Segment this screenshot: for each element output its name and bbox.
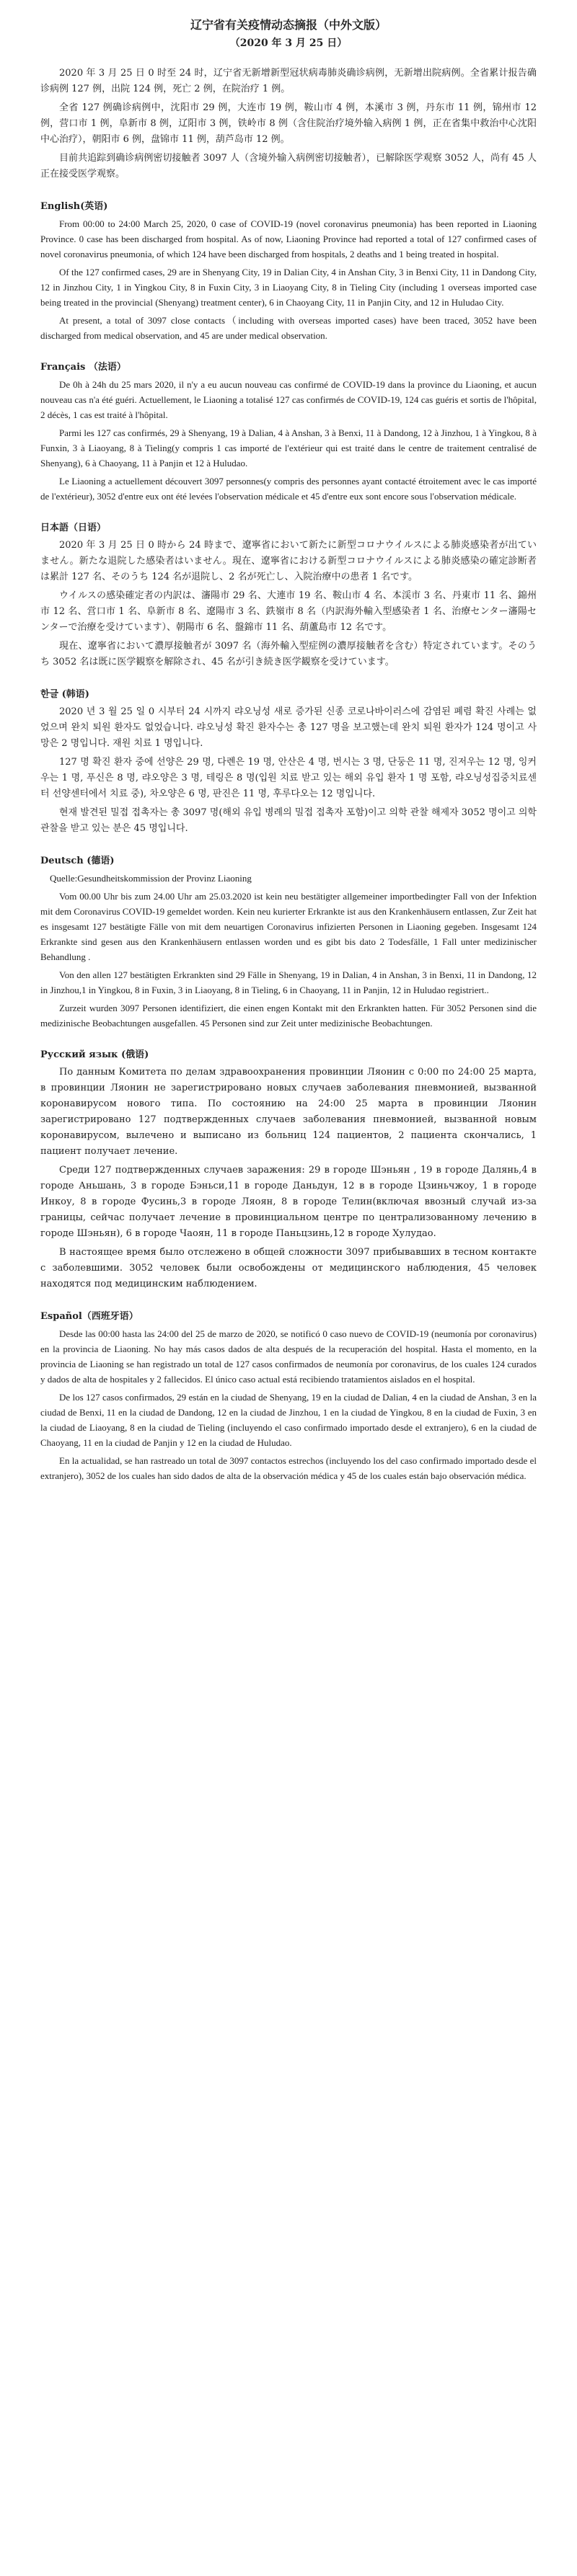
section-french	[40, 359, 537, 504]
paragraph: 目前共追踪到确诊病例密切接触者 3097 人（含境外输入病例密切接触者），已解除医学观察 3052 人，尚有 45 人正在接受医学观察。	[40, 153, 537, 179]
source-line: Quelle:Gesundheitskommission der Provinz Liaoning	[50, 873, 252, 884]
paragraph: Desde las 00:00 hasta las 24:00 del 25 de marzo de 2020, se notificó 0 caso nuevo de COVID-19 (neumonía por coronavirus) en la provincia de Liaoning. No hay más casos dados de alta después de la recuperación del hospital. Hasta el momento, en la provincia de Liaoning se han registrado un total de 127 casos confirmados de neumonía por coronavirus, de los cuales 124 curados y dados de alta de hospitales y 2 fallecidos. El único caso actual está recibiendo tratamientos aislados en el hospital.	[40, 1328, 537, 1385]
paragraph: Среди 127 подтвержденных случаев заражения: 29 в городе Шэньян , 19 в городе Далянь,4 в городе Аньшань, 3 в городе Бэньси,11 в городе Даньдун, 12 в в городе Цзиньчжоу, 1 в городе Инкоу, 8 в городе Фусинь,3 в городе Ляоян, 8 в городе Телин(включая ввозный случай из-за границы, сейчас получает лечение в провинциальном центре по централизованному лечению в городе Шэньян), 6 в городе Чаоян, 11 в городе Паньцзинь,12 в городе Хулудао.	[40, 1165, 537, 1239]
paragraph: 2020 年 3 月 25 日 0 時から 24 時まで、遼寧省において新たに新型コロナウイルスによる肺炎感染者が出ていません。新たな退院した感染者はいません。現在、遼寧省における新型コロナウイルスによる肺炎感染の確定診断者は累計 127 名、そのうち 124 名が退院し、2 名が死亡し、入院治療中の患者 1 名です。	[40, 540, 537, 582]
paragraph: Le Liaoning a actuellement découvert 3097 personnes(y compris des personnes ayant contacté étroitement avec le cas importé de l'extérieur), 3052 d'entre eux ont été levées l'observation médicale et 45 d'entre eux sont encore sous l'observation médicale.	[40, 476, 537, 502]
paragraph: 2020 年 3 月 25 日 0 时至 24 时，辽宁省无新增新型冠状病毒肺炎确诊病例，无新增出院病例。全省累计报告确诊病例 127 例，出院 124 例，死亡 2 例，在院治疗 1 例。	[40, 68, 537, 94]
section-spanish	[40, 1308, 537, 1483]
section-heading: Русский язык (俄语)	[40, 1049, 149, 1060]
paragraph: 全省 127 例确诊病例中，沈阳市 29 例，大连市 19 例，鞍山市 4 例，本溪市 3 例，丹东市 11 例，锦州市 12 例，营口市 1 例，阜新市 8 例，辽阳市 3 例，铁岭市 8 例（含住院治疗境外输入病例 1 例，正在省集中救治中心沈阳中心治疗），朝阳市 6 例，盘锦市 11 例，葫芦岛市 12 例。	[40, 102, 537, 145]
paragraph: Zurzeit wurden 3097 Personen identifiziert, die einen engen Kontakt mit den Erkrankten hatten. Für 3052 Personen sind die medizinische Beobachtungen ausgefallen. 45 Personen sind zur Zeit unter medizinische Beobachtungen.	[40, 1003, 537, 1029]
paragraph: 127 명 확진 환자 중에 선양은 29 명, 다롄은 19 명, 안산은 4 명, 번시는 3 명, 단둥은 11 명, 진저우는 12 명, 잉커우는 1 명, 푸신은 8 명, 랴오양은 3 명, 테링은 8 명(입원 치료 받고 있는 해외 유입 환자 1 명 포함, 랴오닝성집중치료센터 선양센터에서 치료 중), 차오양은 6 명, 판진은 11 명, 후루다오는 12 명입니다.	[40, 757, 537, 799]
paragraph: В настоящее время было отслежено в общей сложности 3097 прибывавших в тесном контакте с заболевшими. 3052 человек были освобождены от медицинского наблюдения, 45 человек находятся под медицинским наблюдением.	[40, 1247, 537, 1289]
paragraph: En la actualidad, se han rastreado un total de 3097 contactos estrechos (incluyendo los del caso confirmado importado desde el extranjero), 3052 de los cuales han sido dados de alta de la observación médica y 45 de los cuales están bajo observación médica.	[40, 1455, 537, 1481]
paragraph: Vom 00.00 Uhr bis zum 24.00 Uhr am 25.03.2020 ist kein neu bestätigter allgemeiner importbedingter Fall von der Infektion mit dem Coronavirus COVID-19 gemeldet worden. Kein neu kurierter Erkrankte ist aus den Krankenhäusern entlassen, Zur Zeit hat es insgesamt 127 bestätigte Fälle von mit dem neuartigen Coronavirus infizierten Personen in Liaoning gegeben. Insgesamt 124 Erkrankte sind gesen aus den Krankenhäusern entlassen worden und es gibt bis dato 2 Todesfälle, 1 Fall unter medizinischer Behandlung .	[40, 891, 537, 962]
paragraph: Von den allen 127 bestätigten Erkrankten sind 29 Fälle in Shenyang, 19 in Dalian, 4 in Anshan, 3 in Benxi, 11 in Dandong, 12 in Jinzhou,1 in Yingkou, 8 in Fuxin, 3 in Liaoyang, 8 in Tieling, 6 in Chaoyang, 11 in Panjin, 12 in Huludao registriert..	[40, 969, 537, 995]
paragraph: Of the 127 confirmed cases, 29 are in Shenyang City, 19 in Dalian City, 4 in Anshan City, 3 in Benxi City, 11 in Dandong City, 12 in Jinzhou City, 1 in Yingkou City, 8 in Fuxin City, 3 in Liaoyang City, 8 in Tieling City (including 1 overseas imported case being treated in the provincial (Shenyang) treatment center), 6 in Chaoyang City, 11 in Panjin City, and 12 in Huludao City.	[40, 267, 537, 308]
section-heading: Français （法语）	[40, 362, 126, 373]
paragraph: 2020 년 3 월 25 일 0 시부터 24 시까지 랴오닝성 새로 증가된 신종 코로나바이러스에 감염된 폐렴 확진 사례는 없었으며 완치 퇴원 환자도 없었습니다. 랴오닝성 확진 환자수는 총 127 명을 보고했는데 완치 퇴원 환자가 124 명이고 사망은 2 명입니다. 재원 치료 1 명입니다.	[40, 706, 537, 749]
section-russian	[40, 1047, 537, 1292]
section-chinese	[40, 66, 537, 182]
section-korean	[40, 686, 537, 837]
section-german	[40, 853, 537, 1031]
section-heading: 日本語（日语）	[40, 523, 107, 533]
paragraph: De 0h à 24h du 25 mars 2020, il n'y a eu aucun nouveau cas confirmé de COVID-19 dans la province du Liaoning, et aucun nouveau cas n'a été guéri. Actuellement, le Liaoning a totalisé 127 cas confirmés de COVID-19, 124 cas guéris et sortis de l'hôpital, 2 décès, 1 cas est traité à l'hôpital.	[40, 379, 537, 420]
paragraph: 현재 발견된 밀접 접촉자는 총 3097 명(해외 유입 병례의 밀접 접촉자 포함)이고 의학 관찰 해제자 3052 명이고 의학 관찰을 받고 있는 분은 45 명입니다.	[40, 807, 537, 834]
section-heading: English(英语)	[40, 201, 108, 212]
section-japanese	[40, 520, 537, 670]
paragraph: At present, a total of 3097 close contacts（including with overseas imported cases) have been traced, 3052 have been discharged from medical observation, and 45 are under medical observation.	[40, 315, 537, 341]
paragraph: ウイルスの感染確定者の内訳は、瀋陽市 29 名、大連市 19 名、鞍山市 4 名、本渓市 3 名、丹東市 11 名、錦州市 12 名、営口市 1 名、阜新市 8 名、遼陽市 3 名、鉄嶺市 8 名（内訳海外輸入型感染者 1 名、治療センター瀋陽センターで治療を受けています）、朝陽市 6 名、盤錦市 11 名、葫蘆島市 12 名です。	[40, 590, 537, 633]
paragraph: Parmi les 127 cas confirmés, 29 à Shenyang, 19 à Dalian, 4 à Anshan, 3 à Benxi, 11 à Dandong, 12 à Jinzhou, 1 à Yingkou, 8 à Funxin, 3 à Liaoyang, 8 à Tieling(y compris 1 cas importé de l'extérieur qui est traité dans le centre de traitement centralisé de Shenyang), 6 à Chaoyang, 11 à Panjin et 12 à Huludao.	[40, 427, 537, 468]
paragraph: 現在、遼寧省において濃厚接触者が 3097 名（海外輸入型症例の濃厚接触者を含む）特定されています。そのうち 3052 名は既に医学観察を解除され、45 名が引き続き医学観察を受けています。	[40, 641, 537, 667]
document-date: （2020 年 3 月 25 日）	[229, 37, 348, 49]
section-heading: Deutsch (德语)	[40, 856, 115, 866]
section-heading: 한글 (韩语)	[40, 689, 89, 700]
paragraph: De los 127 casos confirmados, 29 están en la ciudad de Shenyang, 19 en la ciudad de Dalian, 4 en la ciudad de Anshan, 3 en la ciudad de Benxi, 11 en la ciudad de Dandong, 12 en la ciudad de Jinzhou, 1 en la ciudad de Yingkou, 8 en la ciudad de Fuxin, 3 en la ciudad de Liaoyang, 8 en la ciudad de Tieling (incluyendo el caso confirmado importado desde el extranjero), 6 en la ciudad de Chaoyang, 11 en la ciudad de Panjin y 12 en la ciudad de Huludao.	[40, 1392, 537, 1448]
paragraph: По данным Комитета по делам здравоохранения провинции Ляонин с 0:00 по 24:00 25 марта, в провинции Ляонин не зарегистрировано новых случаев заболевания пневмонией, вызванной коронавирусом нового типа. По состоянию на 24:00 25 марта в провинции Ляонин зарегистрировано 127 подтвержденных случаев заболевания пневмонией, вызванной новым коронавирусом, вылечено и выписано из больниц 124 пациентов, 2 пациента скончались, 1 пациент получает лечение.	[40, 1067, 537, 1157]
document-title: 辽宁省有关疫情动态摘报（中外文版）	[190, 18, 387, 32]
section-english	[40, 198, 537, 343]
paragraph: From 00:00 to 24:00 March 25, 2020, 0 case of COVID-19 (novel coronavirus pneumonia) has been reported in Liaoning Province. 0 case has been discharged from hospital. As of now, Liaoning Province had reported a total of 127 confirmed cases of novel coronavirus pneumonia, of which 124 have been discharged from hospitals, 2 deaths and 1 being treated in hospital.	[40, 218, 537, 259]
section-heading: Español（西班牙语）	[40, 1311, 138, 1322]
